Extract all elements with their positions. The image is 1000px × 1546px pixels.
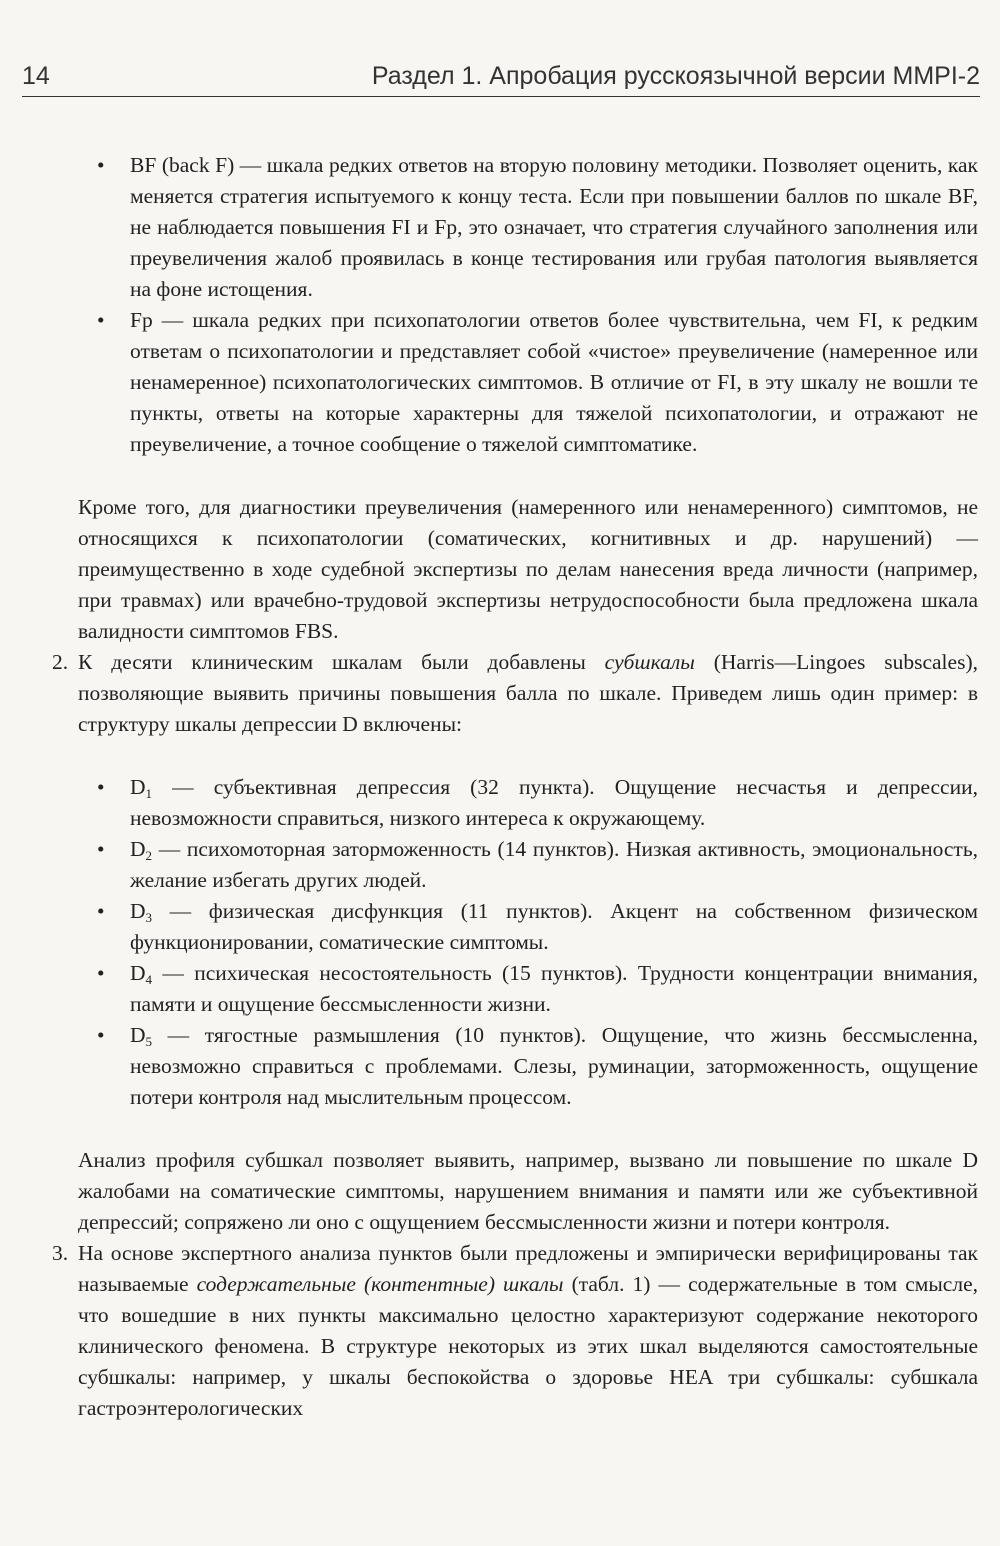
subscale-text: — субъективная депрессия (32 пункта). Ощущение несчастья и депрессии, невозможности справиться, низкого интереса к окружающему. bbox=[130, 775, 978, 830]
subscale-text: — тягостные размышления (10 пунктов). Ощущение, что жизнь бессмысленна, невозможно справиться с проблемами. Слезы, руминации, заторможенность, ощущение потери контроля над мыслительным процессом. bbox=[130, 1023, 978, 1109]
list-item-fp bbox=[97, 305, 978, 460]
subscale-index: 5 bbox=[145, 1034, 153, 1049]
paragraph-analysis: Анализ профиля субшкал позволяет выявить, например, вызвано ли повышение по шкале D жалобами на соматические симптомы, нарушением внимания и памяти или же субъективной депрессий; сопряжено ли оно с ощущением бессмысленности жизни и потери контроля. bbox=[78, 1148, 978, 1234]
item-text-lead: На основе экспертного анализа пунктов были предложены и эмпирически верифицированы так называемые bbox=[78, 1241, 978, 1296]
bullet-icon: • bbox=[97, 837, 105, 861]
item-number: 3. bbox=[52, 1241, 69, 1265]
subscale-index: 3 bbox=[145, 910, 153, 925]
list-item-d1 bbox=[97, 772, 978, 834]
subscale-index: 4 bbox=[145, 972, 153, 987]
list-item-d3 bbox=[97, 896, 978, 958]
item-text-rest: (Harris—Lingoes subscales), позволяющие выявить причины повышения балла по шкале. Приведем лишь один пример: в структуру шкалы депрессии D включены: bbox=[78, 650, 978, 736]
bullet-icon: • bbox=[97, 775, 105, 799]
page-number: 14 bbox=[22, 62, 50, 90]
item-number: 2. bbox=[52, 650, 69, 674]
paragraph-fbs: Кроме того, для диагностики преувеличения (намеренного или ненамеренного) симптомов, не относящихся к психопатологии (соматических, когнитивных и др. нарушений) — преимущественно в ходе судебной экспертизы по делам нанесения вреда личности (например, при травмах) или врачебно-трудовой экспертизы нетрудоспособности была предложена шкала валидности симптомов FBS. bbox=[78, 495, 978, 643]
subscale-text: — психическая несостоятельность (15 пунктов). Трудности концентрации внимания, памяти и ощущение бессмысленности жизни. bbox=[130, 961, 978, 1016]
subscale-text: — физическая дисфункция (11 пунктов). Акцент на собственном физическом функционировании, соматические симптомы. bbox=[130, 899, 978, 954]
bullet-icon: • bbox=[97, 961, 105, 985]
subscale-letter: D bbox=[130, 775, 146, 799]
numbered-item-3 bbox=[52, 1238, 978, 1424]
list-item-d4 bbox=[97, 958, 978, 1020]
running-header bbox=[22, 58, 980, 97]
subscale-letter: D bbox=[130, 961, 146, 985]
subscale-index: 2 bbox=[145, 848, 153, 863]
bullet-icon: • bbox=[97, 899, 105, 923]
bullet-icon: • bbox=[97, 308, 105, 332]
bullet-icon: • bbox=[97, 1023, 105, 1047]
body-text bbox=[0, 150, 1000, 1424]
numbered-item-2 bbox=[52, 647, 978, 740]
list-item-d5 bbox=[97, 1020, 978, 1113]
item-text-lead: К десяти клиническим шкалам были добавлены bbox=[78, 650, 605, 674]
list-item-d2 bbox=[97, 834, 978, 896]
bullet-icon: • bbox=[97, 153, 105, 177]
list-item-text: BF (back F) — шкала редких ответов на вторую половину методики. Позволяет оценить, как меняется стратегия испытуемого к концу теста. Если при повышении баллов по шкале BF, не наблюдается повышения FI и Fp, это означает, что стратегия случайного заполнения или преувеличения жалоб проявилась в конце тестирования или грубая патология выявляется на фоне истощения. bbox=[130, 153, 978, 301]
depression-subscales-list bbox=[0, 772, 1000, 1113]
chapter-title: Раздел 1. Апробация русскоязычной версии MMPI-2 bbox=[371, 62, 980, 90]
item-text-rest: (табл. 1) — содержательные в том смысле, что вошедшие в них пункты максимально целостно характеризуют содержание некоторого клинического феномена. В структуре некоторых из этих шкал выделяются самостоятельные субшкалы: например, у шкалы беспокойства о здоровье HEA три субшкалы: субшкала гастроэнтерологических bbox=[78, 1272, 978, 1420]
list-item-bf bbox=[97, 150, 978, 305]
subscale-letter: D bbox=[130, 1023, 146, 1047]
subscale-index: 1 bbox=[145, 786, 153, 801]
item-term: субшкалы bbox=[604, 650, 695, 674]
list-item-text: Fp — шкала редких при психопатологии ответов более чувствительна, чем FI, к редким ответам о психопатологии и представляет собой «чистое» преувеличение (намеренное или ненамеренное) психопатологических симптомов. В отличие от FI, в эту шкалу не вошли те пункты, ответы на которые характерны для тяжелой психопатологии, и отражают не преувеличение, а точное сообщение о тяжелой симптоматике. bbox=[130, 308, 978, 456]
validity-scales-list bbox=[0, 150, 1000, 460]
subscale-letter: D bbox=[130, 899, 146, 923]
subscale-text: — психомоторная заторможенность (14 пунктов). Низкая активность, эмоциональность, желание избегать других людей. bbox=[130, 837, 978, 892]
item-term: содержательные (контентные) шкалы bbox=[196, 1272, 564, 1296]
subscale-letter: D bbox=[130, 837, 146, 861]
